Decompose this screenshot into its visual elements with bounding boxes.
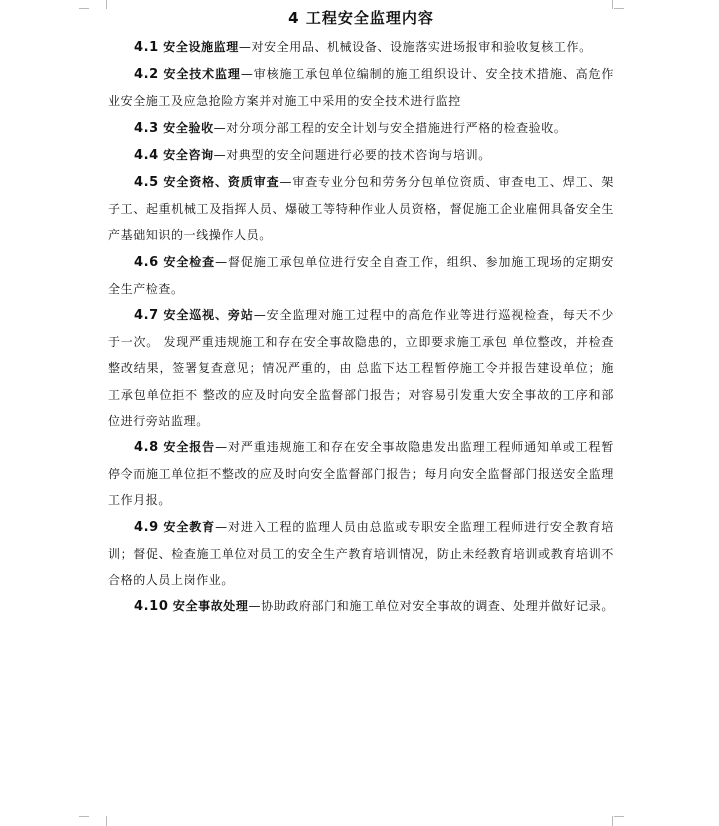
- document-body: [108, 6, 614, 620]
- crop-mark-bottom-right: [612, 816, 631, 826]
- section-term: 安全咨询: [163, 147, 214, 162]
- section-text: —安全监理对施工过程中的高危作业等进行巡视检查，每天不少于一次。 发现严重违规施工和存在安全事故隐患的，立即要求施工承包 单位整改，并检查整改结果，签署复查意见；情况严重的，由 总监下达工程暂停施工令并报告建设单位；施工承包单位拒不 整改的应及时向安全监督部门报告；对容易引发重大安全事故的工序和部位进行旁站监理。: [108, 308, 615, 428]
- section-4-5: [108, 169, 614, 249]
- page-title: 4 工程安全监理内容: [288, 9, 434, 27]
- section-number: 4.9: [134, 519, 159, 535]
- section-term: 安全事故处理: [172, 599, 249, 614]
- crop-mark-bottom-left: [88, 816, 107, 826]
- section-term: 安全设施监理: [163, 40, 239, 54]
- crop-line-bottom-right: [614, 816, 624, 817]
- section-number: 4.6: [134, 254, 159, 270]
- section-text: —对严重违规施工和存在安全事故隐患发出监理工程师通知单或工程暂停令而施工单位拒不整改的应及时向安全监督部门报告；每月向安全监督部门报送安全监理工作月报。: [108, 440, 614, 508]
- section-4-10: [108, 593, 614, 620]
- section-4-9: [108, 514, 614, 594]
- section-4-8: [108, 434, 614, 514]
- section-text: —对分项分部工程的安全计划与安全措施进行严格的检查验收。: [213, 120, 567, 135]
- section-text: —对安全用品、机械设备、设施落实进场报审和验收复核工作。: [238, 40, 592, 54]
- section-4-7: [108, 302, 614, 434]
- section-text: —审查专业分包和劳务分包单位资质、审查电工、焊工、架子工、起重机械工及指挥人员、爆破工等特种作业人员资格，督促施工企业雇佣具备安全生产基础知识的一线操作人员。: [108, 175, 614, 243]
- section-4-2: [108, 61, 614, 114]
- section-text: —对进入工程的监理人员由总监或专职安全监理工程师进行安全教育培训；督促、检查施工单位对员工的安全生产教育培训情况，防止未经教育培训或教育培训不合格的人员上岗作业。: [108, 519, 614, 588]
- section-text: —协助政府部门和施工单位对安全事故的调查、处理并做好记录。: [248, 599, 614, 614]
- section-number: 4.7: [134, 308, 159, 324]
- section-term: 安全验收: [163, 120, 214, 135]
- crop-line-top-right: [614, 8, 624, 9]
- section-4-4: [108, 142, 614, 169]
- section-text: —审核施工承包单位编制的施工组织设计、安全技术措施、高危作业安全施工及应急抢险方案并对施工中采用的安全技术进行监控: [108, 67, 615, 109]
- section-number: 4.3: [134, 120, 159, 136]
- section-4-6: [108, 249, 614, 302]
- section-number: 4.5: [134, 175, 159, 191]
- section-number: 4.2: [134, 67, 159, 83]
- crop-line-top-left: [79, 8, 89, 9]
- section-number: 4.10: [134, 599, 169, 615]
- section-number: 4.4: [134, 147, 159, 163]
- section-term: 安全教育: [163, 519, 216, 534]
- section-term: 安全报告: [163, 440, 216, 455]
- crop-line-bottom-left: [79, 816, 89, 817]
- section-term: 安全巡视、旁站: [163, 308, 254, 323]
- section-term: 安全资格、资质审查: [163, 175, 280, 190]
- section-4-1: [108, 34, 614, 61]
- crop-mark-top-left: [88, 0, 107, 9]
- section-term: 安全技术监理: [163, 67, 241, 82]
- section-number: 4.8: [134, 440, 159, 456]
- section-number: 4.1: [134, 40, 159, 55]
- section-text: —督促施工承包单位进行安全自查工作，组织、参加施工现场的定期安全生产检查。: [108, 254, 614, 296]
- section-term: 安全检查: [163, 254, 216, 269]
- section-text: —对典型的安全问题进行必要的技术咨询与培训。: [213, 147, 491, 162]
- section-4-3: [108, 115, 614, 142]
